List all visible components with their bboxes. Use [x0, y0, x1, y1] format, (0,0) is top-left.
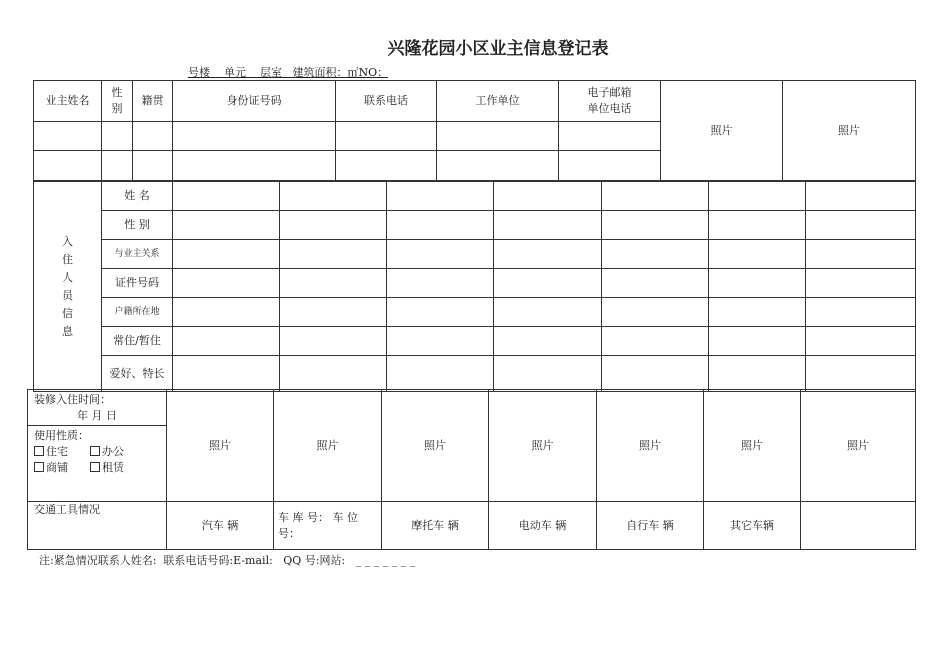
residents-table: [33, 181, 916, 392]
resident-cell[interactable]: [387, 356, 494, 392]
photo-cell: 照片: [167, 390, 274, 502]
checkbox-icon: [34, 446, 44, 456]
photo-cell: 照片: [274, 390, 382, 502]
usage-option-office[interactable]: 办公: [90, 445, 124, 458]
resident-cell[interactable]: [173, 240, 280, 269]
owner-cell[interactable]: [559, 151, 661, 181]
photo-cell: 照片: [801, 390, 916, 502]
usage-option-rental[interactable]: 租赁: [90, 461, 124, 474]
resident-cell[interactable]: [709, 182, 806, 211]
resident-cell[interactable]: [280, 298, 387, 327]
resident-cell[interactable]: [494, 327, 602, 356]
resident-cell[interactable]: [602, 298, 709, 327]
resident-cell[interactable]: [280, 211, 387, 240]
resident-cell[interactable]: [602, 182, 709, 211]
resident-cell[interactable]: [387, 298, 494, 327]
vehicle-bicycle: 自行车 辆: [597, 502, 704, 550]
row-label-hobbies: 爱好、特长: [102, 356, 173, 392]
row-label-relation: 与业主关系: [102, 240, 173, 269]
move-in-usage-cell: [28, 390, 167, 502]
vehicle-car: 汽车 辆: [167, 502, 274, 550]
resident-cell[interactable]: [280, 269, 387, 298]
owner-cell[interactable]: [173, 122, 336, 151]
move-in-label: 装修入住时间：: [34, 393, 111, 406]
resident-cell[interactable]: [709, 356, 806, 392]
resident-cell[interactable]: [806, 240, 916, 269]
owner-cell[interactable]: [102, 151, 133, 181]
vehicle-blank[interactable]: [801, 502, 916, 550]
resident-cell[interactable]: [806, 327, 916, 356]
resident-cell[interactable]: [173, 182, 280, 211]
photo-cell: 照片: [597, 390, 704, 502]
owner-cell[interactable]: [34, 122, 102, 151]
vehicle-ebike: 电动车 辆: [489, 502, 597, 550]
header-email: [559, 81, 661, 122]
resident-cell[interactable]: [806, 182, 916, 211]
residents-label-char: 入: [62, 234, 73, 248]
resident-cell[interactable]: [494, 182, 602, 211]
resident-cell[interactable]: [387, 269, 494, 298]
owner-cell[interactable]: [102, 122, 133, 151]
photo-cell: 照片: [489, 390, 597, 502]
residents-label-char: 员: [62, 288, 73, 302]
resident-cell[interactable]: [280, 327, 387, 356]
residents-label-char: 住: [62, 252, 73, 266]
vehicle-motorcycle: 摩托车 辆: [382, 502, 489, 550]
residents-label-char: 信: [62, 306, 73, 320]
resident-cell[interactable]: [173, 211, 280, 240]
resident-cell[interactable]: [602, 240, 709, 269]
resident-cell[interactable]: [709, 327, 806, 356]
move-in-date: 年 月 日: [77, 409, 117, 422]
owner-photo-1: 照片: [661, 81, 783, 181]
resident-cell[interactable]: [806, 356, 916, 392]
checkbox-icon: [34, 462, 44, 472]
resident-cell[interactable]: [494, 298, 602, 327]
resident-cell[interactable]: [387, 240, 494, 269]
owner-cell[interactable]: [437, 151, 559, 181]
checkbox-icon: [90, 462, 100, 472]
residents-section-label: [34, 182, 102, 392]
header-gender-2: 别: [111, 102, 123, 115]
owner-cell[interactable]: [133, 151, 173, 181]
resident-cell[interactable]: [709, 298, 806, 327]
usage-option-shop[interactable]: 商铺: [34, 460, 90, 476]
usage-label: 使用性质：: [34, 429, 89, 442]
owner-cell[interactable]: [34, 151, 102, 181]
resident-cell[interactable]: [387, 327, 494, 356]
resident-cell[interactable]: [173, 269, 280, 298]
vehicle-garage: 车 库 号： 车 位号：: [274, 502, 382, 550]
unit-info-line: 号楼 单元 层室 建筑面积：㎡NO：: [188, 66, 389, 79]
owner-cell[interactable]: [336, 122, 437, 151]
resident-cell[interactable]: [387, 182, 494, 211]
photo-cell: 照片: [382, 390, 489, 502]
header-native-place: 籍贯: [133, 81, 173, 122]
resident-cell[interactable]: [173, 298, 280, 327]
row-label-gender: 性 别: [102, 211, 173, 240]
resident-cell[interactable]: [173, 327, 280, 356]
header-gender-1: 性: [111, 86, 123, 99]
resident-cell[interactable]: [602, 211, 709, 240]
header-owner-name: 业主姓名: [34, 81, 102, 122]
photo-cell: 照片: [704, 390, 801, 502]
header-id-number: 身份证号码: [173, 81, 336, 122]
resident-cell[interactable]: [494, 240, 602, 269]
vehicle-other: 其它车辆: [704, 502, 801, 550]
resident-cell[interactable]: [494, 269, 602, 298]
owner-cell[interactable]: [336, 151, 437, 181]
owner-photo-2: 照片: [783, 81, 916, 181]
resident-cell[interactable]: [806, 211, 916, 240]
form-title: 兴隆花园小区业主信息登记表: [387, 39, 609, 59]
resident-cell[interactable]: [709, 269, 806, 298]
resident-cell[interactable]: [494, 356, 602, 392]
header-employer: 工作单位: [437, 81, 559, 122]
owner-cell[interactable]: [133, 122, 173, 151]
owner-cell[interactable]: [437, 122, 559, 151]
usage-section: [28, 425, 166, 476]
resident-cell[interactable]: [173, 356, 280, 392]
row-label-residency: 常住/暂住: [102, 327, 173, 356]
owner-cell[interactable]: [173, 151, 336, 181]
owner-table: [33, 80, 916, 181]
resident-cell[interactable]: [806, 298, 916, 327]
resident-cell[interactable]: [709, 240, 806, 269]
vehicle-label: 交通工具情况: [28, 502, 167, 550]
resident-cell[interactable]: [709, 211, 806, 240]
header-email-2: 单位电话: [587, 102, 632, 115]
resident-cell[interactable]: [494, 211, 602, 240]
usage-option-residential[interactable]: 住宅: [34, 444, 90, 460]
resident-cell[interactable]: [602, 356, 709, 392]
resident-cell[interactable]: [280, 356, 387, 392]
header-email-1: 电子邮箱: [587, 86, 632, 99]
row-label-household: 户籍所在地: [102, 298, 173, 327]
resident-cell[interactable]: [387, 211, 494, 240]
decoration-vehicle-table: [27, 389, 916, 550]
resident-cell[interactable]: [602, 269, 709, 298]
resident-cell[interactable]: [280, 182, 387, 211]
resident-cell[interactable]: [806, 269, 916, 298]
checkbox-icon: [90, 446, 100, 456]
resident-cell[interactable]: [280, 240, 387, 269]
residents-label-char: 息: [62, 324, 73, 338]
row-label-id: 证件号码: [102, 269, 173, 298]
resident-cell[interactable]: [602, 327, 709, 356]
header-phone: 联系电话: [336, 81, 437, 122]
residents-label-char: 人: [62, 270, 73, 284]
emergency-contact-note: 注:紧急情况联系人姓名: 联系电话号码:E-mail: QQ 号:网站: _ _ _ _ _ _ _: [39, 554, 416, 567]
owner-cell[interactable]: [559, 122, 661, 151]
header-gender: [102, 81, 133, 122]
row-label-name: 姓 名: [102, 182, 173, 211]
